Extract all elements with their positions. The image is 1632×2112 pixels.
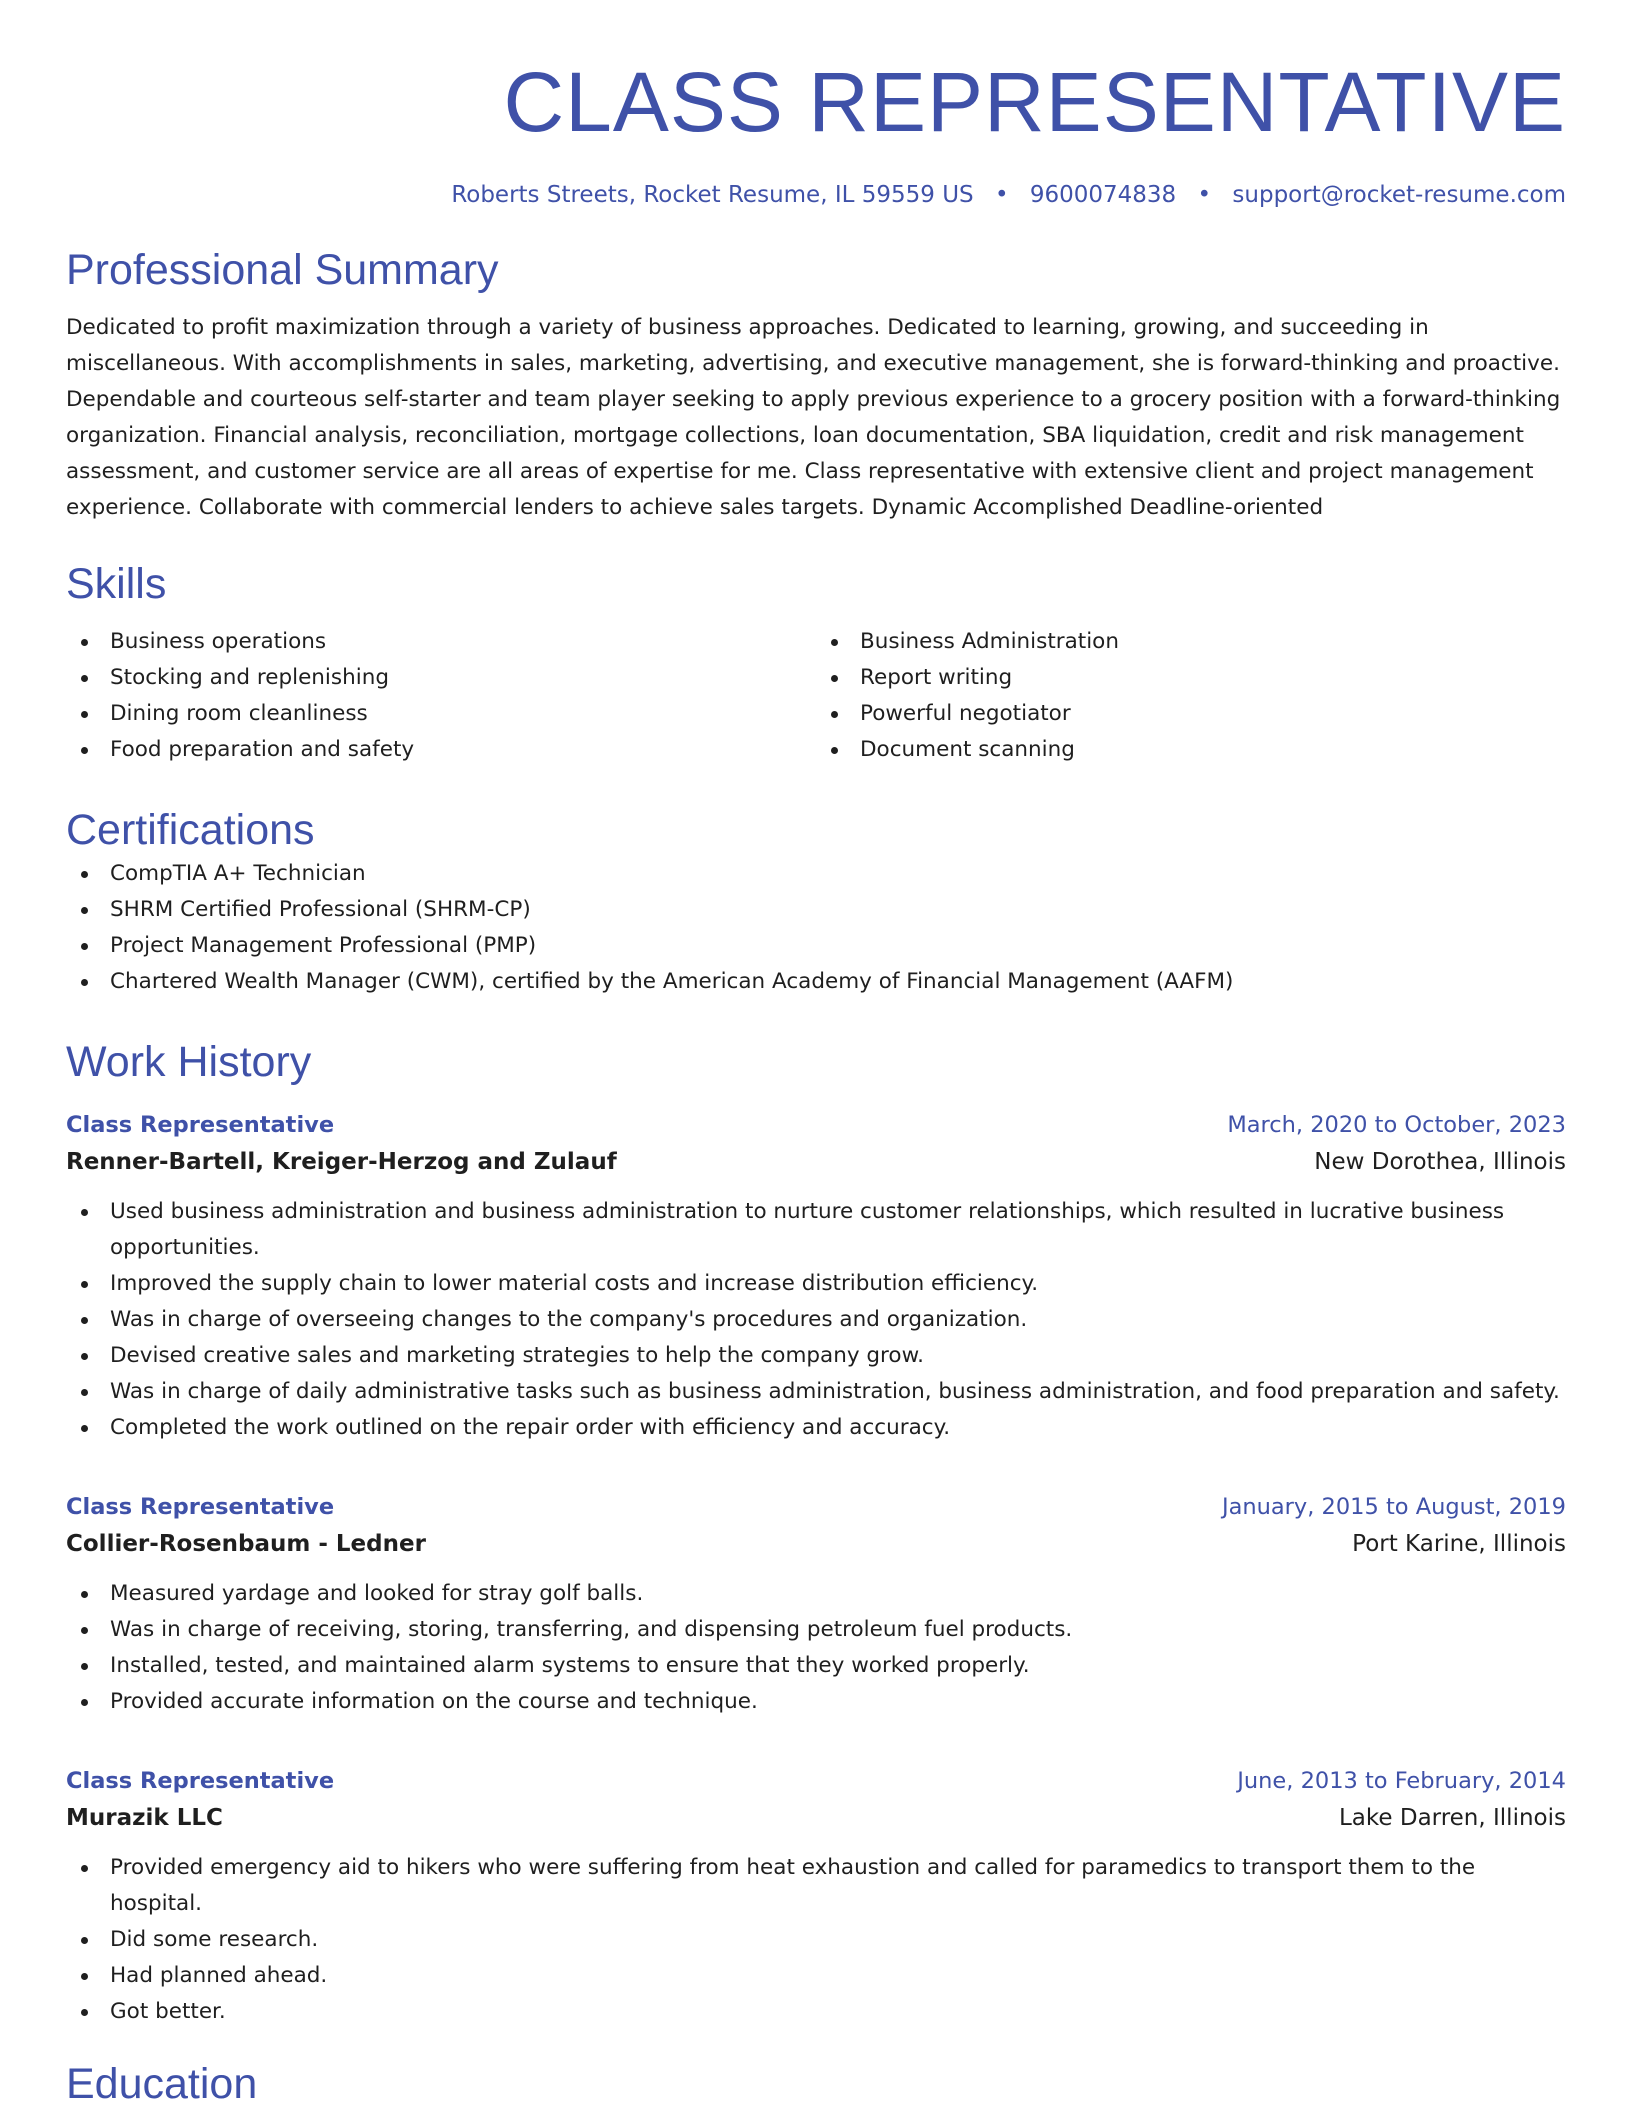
job-header-row <box>66 1108 1566 1142</box>
skills-list-left <box>66 624 816 768</box>
resume-header <box>66 0 1566 210</box>
job-company: Murazik LLC <box>66 1805 223 1831</box>
job-dates: June, 2013 to February, 2014 <box>1237 1768 1566 1794</box>
section-title-summary: Professional Summary <box>66 246 499 294</box>
section-title-certifications: Certifications <box>66 806 315 854</box>
job-duty-item: Was in charge of receiving, storing, transferring, and dispensing petroleum fuel products. <box>66 1612 1566 1648</box>
job-duty-item: Improved the supply chain to lower material costs and increase distribution efficiency. <box>66 1266 1566 1302</box>
section-title-skills: Skills <box>66 560 167 608</box>
job-duty-item: Devised creative sales and marketing strategies to help the company grow. <box>66 1338 1566 1374</box>
job-duty-item: Was in charge of overseeing changes to the company's procedures and organization. <box>66 1302 1566 1338</box>
skill-item: Powerful negotiator <box>816 696 1566 732</box>
job-duties-list <box>66 1850 1566 2030</box>
job-company: Collier-Rosenbaum - Ledner <box>66 1531 426 1557</box>
skills-grid <box>66 624 1566 768</box>
section-title-work-history: Work History <box>66 1038 312 1086</box>
skill-item: Report writing <box>816 660 1566 696</box>
candidate-title: CLASS REPRESENTATIVE <box>503 55 1566 149</box>
job-duty-item: Completed the work outlined on the repair order with efficiency and accuracy. <box>66 1410 1566 1446</box>
job-entry <box>66 1108 1566 1446</box>
job-title: Class Representative <box>66 1494 335 1520</box>
job-duty-item: Measured yardage and looked for stray golf balls. <box>66 1576 1566 1612</box>
skills-list-right <box>816 624 1566 768</box>
job-title: Class Representative <box>66 1112 335 1138</box>
job-duty-item: Was in charge of daily administrative tasks such as business administration, business administration, and food preparation and safety. <box>66 1374 1566 1410</box>
job-company-row <box>66 1142 1566 1182</box>
job-company-row <box>66 1798 1566 1838</box>
job-header-row <box>66 1764 1566 1798</box>
job-duty-item: Got better. <box>66 1994 1566 2030</box>
certification-item: Chartered Wealth Manager (CWM), certified by the American Academy of Financial Management (AAFM) <box>66 964 1566 1000</box>
job-dates: March, 2020 to October, 2023 <box>1227 1112 1566 1138</box>
certification-item: Project Management Professional (PMP) <box>66 928 1566 964</box>
skill-item: Food preparation and safety <box>66 732 816 768</box>
contact-address: Roberts Streets, Rocket Resume, IL 59559 US <box>451 182 974 208</box>
certifications-list <box>66 856 1566 1000</box>
job-duties-list <box>66 1576 1566 1720</box>
job-title: Class Representative <box>66 1768 335 1794</box>
certification-item: SHRM Certified Professional (SHRM-CP) <box>66 892 1566 928</box>
contact-phone: 9600074838 <box>1029 182 1177 208</box>
job-location: New Dorothea, Illinois <box>1314 1149 1566 1175</box>
job-header-row <box>66 1490 1566 1524</box>
job-duty-item: Installed, tested, and maintained alarm systems to ensure that they worked properly. <box>66 1648 1566 1684</box>
skill-item: Stocking and replenishing <box>66 660 816 696</box>
skill-item: Dining room cleanliness <box>66 696 816 732</box>
job-duty-item: Had planned ahead. <box>66 1958 1566 1994</box>
skill-item: Document scanning <box>816 732 1566 768</box>
certification-item: CompTIA A+ Technician <box>66 856 1566 892</box>
job-entry <box>66 1764 1566 2030</box>
job-company-row <box>66 1524 1566 1564</box>
job-entry <box>66 1490 1566 1720</box>
contact-separator: • <box>1197 182 1212 208</box>
skill-item: Business Administration <box>816 624 1566 660</box>
job-dates: January, 2015 to August, 2019 <box>1221 1494 1566 1520</box>
job-duty-item: Did some research. <box>66 1922 1566 1958</box>
contact-line <box>66 180 1566 210</box>
contact-separator: • <box>994 182 1009 208</box>
section-title-education: Education <box>66 2060 258 2108</box>
job-duty-item: Provided accurate information on the course and technique. <box>66 1684 1566 1720</box>
job-duty-item: Provided emergency aid to hikers who were suffering from heat exhaustion and called for paramedics to transport them to the hospital. <box>66 1850 1566 1922</box>
job-location: Lake Darren, Illinois <box>1338 1805 1566 1831</box>
job-location: Port Karine, Illinois <box>1352 1531 1566 1557</box>
summary-text: Dedicated to profit maximization through a variety of business approaches. Dedicated to learning, growing, and succeeding in miscellaneous. With accomplishments in sales, marketing, advertising, and executive management, she is forward-thinking and proactive. Dependable and courteous self-starter and team player seeking to apply previous experience to a grocery position with a forward-thinking organization. Financial analysis, reconciliation, mortgage collections, loan documentation, SBA liquidation, credit and risk management assessment, and customer service are all areas of expertise for me. Class representative with extensive client and project management experience. Collaborate with commercial lenders to achieve sales targets. Dynamic Accomplished Deadline-oriented <box>66 315 1561 520</box>
job-duty-item: Used business administration and business administration to nurture customer relationships, which resulted in lucrative business opportunities. <box>66 1194 1566 1266</box>
contact-email: support@rocket-resume.com <box>1232 182 1566 208</box>
job-duties-list <box>66 1194 1566 1446</box>
skill-item: Business operations <box>66 624 816 660</box>
job-company: Renner-Bartell, Kreiger-Herzog and Zulauf <box>66 1149 617 1175</box>
